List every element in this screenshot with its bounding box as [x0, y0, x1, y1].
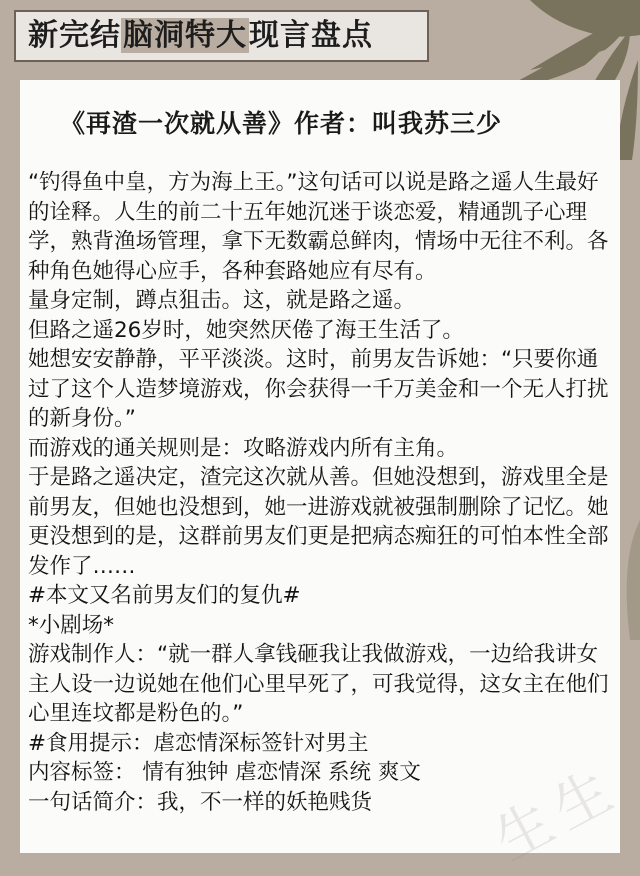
paragraph: #本文又名前男友们的复仇#: [28, 583, 301, 608]
paragraph: 游戏制作人：“就一群人拿钱砸我让我做游戏，一边给我讲女主人设一边说她在他们心里早死了，可我觉得，这女主在他们心里连坟都是粉色的。”: [28, 642, 609, 726]
paragraph: 内容标签： 情有独钟 虐恋情深 系统 爽文: [28, 760, 421, 785]
paragraph: 但路之遥26岁时，她突然厌倦了海王生活了。: [28, 317, 464, 343]
watermark: 生生: [484, 754, 632, 874]
header-title: [28, 10, 373, 62]
content-card: [20, 80, 632, 874]
paragraph: 而游戏的通关规则是：攻略游戏内所有主角。: [28, 435, 459, 461]
header-title-part2: 现言盘点: [249, 18, 373, 53]
paragraph: 于是路之遥决定，渣完这次就从善。但她没想到，游戏里全是前男友，但她也没想到，她一进游戏就被强制删除了记忆。她更没想到的是，这群前男友们更是把病态痴狂的可怕本性全部发作了……: [28, 465, 609, 579]
paragraph: 量身定制，蹲点狙击。这，就是路之遥。: [28, 288, 416, 313]
book-title: 《再渣一次就从善》作者：叫我苏三少: [60, 109, 503, 138]
header-title-highlight: 脑洞特大: [123, 18, 247, 53]
paragraph: *小剧场*: [28, 612, 115, 638]
synopsis-text: [28, 168, 618, 817]
paragraph: “钓得鱼中皇，方为海上王。”这句话可以说是路之遥人生最好的诠释。人生的前二十五年她沉迷于谈恋爱，精通凯子心理学，熟背渔场管理，拿下无数霸总鲜肉，情场中无往不利。各种角色她得心应手，各种套路她应有尽有。: [28, 170, 609, 284]
paragraph: #食用提示：虐恋情深标签针对男主: [28, 730, 369, 756]
paragraph: 她想安安静静，平平淡淡。这时，前男友告诉她：“只要你通过了这个人造梦境游戏，你会获得一千万美金和一个无人打扰的新身份。”: [28, 347, 609, 431]
header-title-part1: 新完结: [28, 18, 121, 53]
header-banner: [14, 10, 429, 62]
paragraph: 一句话简介：我，不一样的妖艳贱货: [28, 789, 373, 815]
